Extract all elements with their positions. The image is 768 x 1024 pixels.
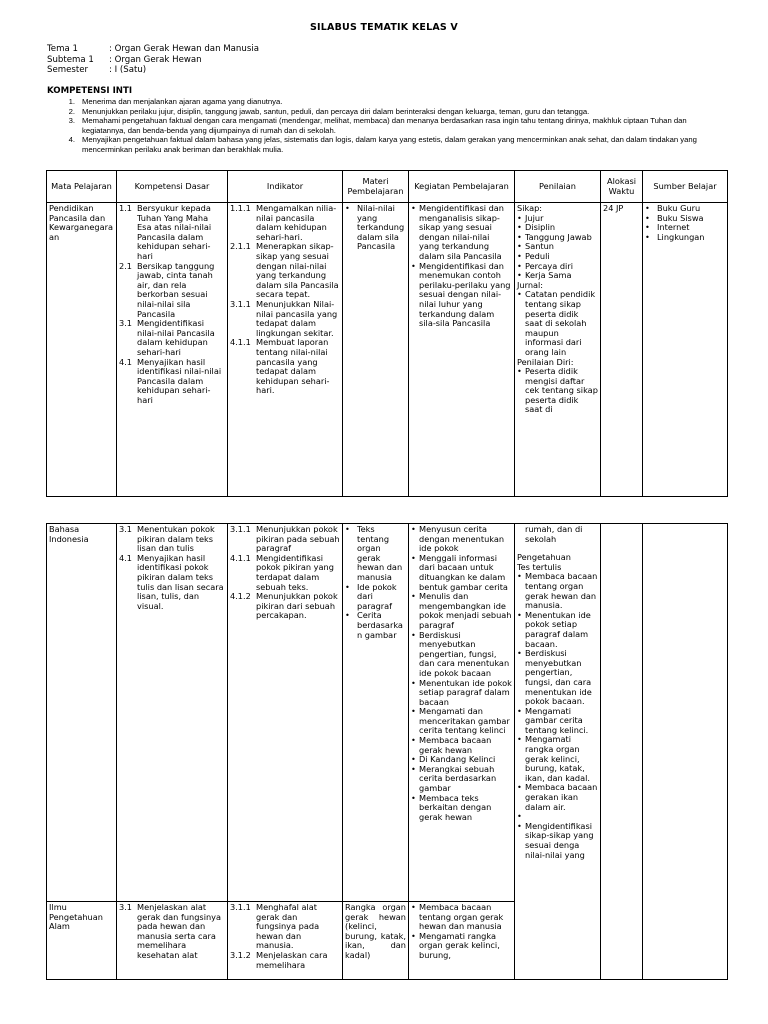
cell-indikator bbox=[228, 524, 343, 902]
jurnal-item: • Catatan pendidik tentang sikap peserta didik saat di sekolah maupun informasi dari orang lain bbox=[517, 290, 598, 357]
kegiatan-item: • Membaca bacaan tentang organ gerak hewan dan manusia bbox=[411, 903, 512, 932]
kegiatan-item: • Mengamati dan menceritakan gambar cerita tentang kelinci bbox=[411, 707, 512, 736]
indikator-text: Menunjukkan Nilai-nilai pancasila yang tedapat dalam lingkungan sekitar. bbox=[256, 298, 338, 338]
penilaian-item: • Mengidentifikasi sikap-sikap yang sesuai denga nilai-nilai yang bbox=[517, 822, 598, 860]
kd-item bbox=[119, 262, 225, 320]
kd-text: Menyajikan hasil identifikasi nilai-nilai Pancasila dalam kehidupan sehari-hari bbox=[137, 356, 222, 405]
kd-code: 2.1 bbox=[119, 260, 133, 271]
sumber-item: • Lingkungan bbox=[645, 233, 725, 243]
kd-text: Bersyukur kepada Tuhan Yang Maha Esa atas nilai-nilai Pancasila dalam kehidupan sehari-hari bbox=[137, 203, 212, 261]
penilaian-item: • Mengamati rangka organ gerak kelinci, burung, katak, ikan, dan kadal. bbox=[517, 735, 598, 783]
indikator-item bbox=[230, 525, 340, 554]
table-row-ppkn bbox=[47, 203, 728, 497]
indikator-text: Menerapkan sikap-sikap yang sesuai dengan nilai-nilai yang terkandung dalam sila Pancasila secara tepat. bbox=[256, 241, 339, 300]
indikator-code: 3.1.2 bbox=[230, 949, 251, 960]
penilaian-jurnal-label: Jurnal: bbox=[517, 279, 544, 290]
materi-item: • Ide pokok dari paragraf bbox=[345, 583, 406, 612]
penilaian-sikap-label: Sikap: bbox=[517, 203, 543, 213]
penilaian-pengetahuan-list bbox=[517, 572, 598, 860]
kompetensi-inti-list bbox=[47, 97, 727, 155]
kegiatan-item: • Mengamati rangka organ gerak kelinci, burung, bbox=[411, 932, 512, 961]
penilaian-pengetahuan-label: Pengetahuan bbox=[517, 552, 571, 563]
penilaian-diri-label: Penilaian Diri: bbox=[517, 356, 574, 367]
kd-item bbox=[119, 554, 225, 612]
syllabus-table-page1 bbox=[46, 170, 728, 497]
cell-penilaian bbox=[515, 524, 601, 980]
cell-kd bbox=[117, 203, 228, 497]
header-penilaian: Penilaian bbox=[515, 171, 601, 203]
indikator-code: 3.1.1 bbox=[230, 524, 251, 534]
ki-item bbox=[47, 97, 727, 107]
ki-item bbox=[47, 135, 727, 154]
indikator-code: 4.1.2 bbox=[230, 591, 251, 602]
sikap-item: • Tanggung Jawab bbox=[517, 233, 598, 243]
kd-text: Mengidentifikasi nilai-nilai Pancasila dalam kehidupan sehari-hari bbox=[137, 318, 215, 357]
syllabus-table-page2 bbox=[46, 523, 728, 980]
kd-text: Bersikap tanggung jawab, cinta tanah air, dan rela berkorban sesuai nilai-nilai sila Pancasila bbox=[137, 260, 215, 319]
sikap-item: • Peduli bbox=[517, 252, 598, 262]
indikator-text: Membuat laporan tentang nilai-nilai pancasila yang tedapat dalam kehidupan sehari-hari. bbox=[256, 337, 330, 396]
ki-text: Menunjukkan perilaku jujur, disiplin, tanggung jawab, santun, peduli, dan percaya diri dalam berinteraksi dengan keluarga, teman, guru dan tetangga. bbox=[82, 106, 590, 116]
ki-number: 1. bbox=[68, 97, 75, 106]
meta-row-semester bbox=[47, 65, 259, 76]
kd-text: Menjelaskan alat gerak dan fungsinya pada hewan dan manusia serta cara memelihara kesehatan alat bbox=[137, 902, 222, 960]
penilaian-sikap-list bbox=[517, 214, 598, 281]
cell-kegiatan bbox=[409, 524, 515, 902]
cell-alokasi bbox=[601, 524, 643, 980]
document-meta bbox=[47, 44, 259, 76]
kegiatan-item: • Membaca bacaan gerak hewan bbox=[411, 736, 512, 755]
cell-materi bbox=[343, 524, 409, 902]
kegiatan-item: • Menggali informasi dari bacaan untuk dituangkan ke dalam bentuk gambar cerita bbox=[411, 554, 512, 592]
indikator-item bbox=[230, 338, 340, 396]
page-title: SILABUS TEMATIK KELAS V bbox=[310, 22, 458, 33]
header-sumber: Sumber Belajar bbox=[643, 171, 728, 203]
ki-text: Menerima dan menjalankan ajaran agama yang dianutnya. bbox=[82, 97, 283, 106]
meta-value: : Organ Gerak Hewan bbox=[109, 54, 202, 65]
cell-subject: Ilmu Pengetahuan Alam bbox=[47, 902, 117, 980]
indikator-item bbox=[230, 242, 340, 300]
materi-list bbox=[345, 525, 406, 640]
indikator-code: 3.1.1 bbox=[230, 902, 251, 912]
penilaian-item: • Menentukan ide pokok setiap paragraf dalam bacaan. bbox=[517, 611, 598, 649]
kd-code: 4.1 bbox=[119, 356, 133, 367]
sumber-item: • Buku Guru bbox=[645, 204, 725, 214]
meta-key: Subtema 1 bbox=[47, 54, 94, 65]
sikap-item: • Percaya diri bbox=[517, 262, 598, 272]
meta-key: Tema 1 bbox=[47, 44, 78, 54]
kegiatan-item: • Menentukan ide pokok setiap paragraf dalam bacaan bbox=[411, 679, 512, 708]
ki-number: 3. bbox=[68, 116, 75, 126]
kd-code: 1.1 bbox=[119, 203, 133, 213]
kd-item bbox=[119, 204, 225, 262]
kd-item bbox=[119, 319, 225, 357]
cell-materi bbox=[343, 203, 409, 497]
cell-kd bbox=[117, 524, 228, 902]
meta-value: : Organ Gerak Hewan dan Manusia bbox=[109, 44, 259, 54]
ki-item bbox=[47, 116, 727, 135]
cell-alokasi: 24 JP bbox=[601, 203, 643, 497]
indikator-item bbox=[230, 951, 340, 970]
kompetensi-inti-heading: KOMPETENSI INTI bbox=[47, 86, 133, 96]
kegiatan-item: • Di Kandang Kelinci bbox=[411, 755, 512, 765]
indikator-item bbox=[230, 903, 340, 951]
indikator-text: Menghafal alat gerak dan fungsinya pada hewan dan manusia. bbox=[256, 902, 320, 951]
sumber-item: • Internet bbox=[645, 223, 725, 233]
kegiatan-list bbox=[411, 903, 512, 961]
indikator-item bbox=[230, 204, 340, 242]
meta-row-subtema bbox=[47, 55, 259, 66]
penilaian-item: • Membaca bacaan tentang organ gerak hewan dan manusia. bbox=[517, 572, 598, 610]
header-kompetensi-dasar: Kompetensi Dasar bbox=[117, 171, 228, 203]
cell-kd bbox=[117, 902, 228, 980]
penilaian-diri-list bbox=[517, 367, 598, 415]
header-alokasi: Alokasi Waktu bbox=[601, 171, 643, 203]
meta-key: Semester bbox=[47, 65, 89, 76]
cell-subject: Pendidikan Pancasila dan Kewarganegaraan bbox=[47, 203, 117, 497]
cell-sumber bbox=[643, 524, 728, 980]
kd-item bbox=[119, 525, 225, 554]
materi-item: • Cerita berdasarkan gambar bbox=[345, 611, 406, 640]
cell-indikator bbox=[228, 203, 343, 497]
penilaian-continued-text: rumah, dan di sekolah bbox=[525, 524, 583, 544]
cell-subject: Bahasa Indonesia bbox=[47, 524, 117, 902]
kegiatan-item: • Mengidentifikasi dan menemukan contoh perilaku-perilaku yang sesuai dengan nilai-nilai luhur yang terkandung dalam sila-sila Pancasila bbox=[411, 262, 512, 329]
ki-number: 4. bbox=[68, 135, 75, 145]
penilaian-tes-label: Tes tertulis bbox=[517, 561, 562, 572]
sikap-item: • Kerja Sama bbox=[517, 271, 598, 281]
indikator-text: Menjelaskan cara memelihara bbox=[256, 949, 328, 970]
kd-item bbox=[119, 903, 225, 961]
indikator-code: 4.1.1 bbox=[230, 552, 251, 563]
kegiatan-item: • Merangkai sebuah cerita berdasarkan gambar bbox=[411, 765, 512, 794]
kegiatan-item: • Berdiskusi menyebutkan pengertian, fungsi, dan cara menentukan ide pokok bacaan bbox=[411, 631, 512, 679]
diri-item: • Peserta didik mengisi daftar cek tentang sikap peserta didik saat di bbox=[517, 367, 598, 415]
kegiatan-item: • Mengidentifikasi dan menganalisis sikap-sikap yang sesuai dengan nilai-nilai yang terkandung dalam sila Pancasila bbox=[411, 204, 512, 262]
table-header-row bbox=[47, 171, 728, 203]
materi-list bbox=[345, 204, 406, 252]
kd-item bbox=[119, 358, 225, 406]
indikator-item bbox=[230, 300, 340, 338]
indikator-code: 4.1.1 bbox=[230, 337, 251, 348]
kd-code: 4.1 bbox=[119, 552, 133, 563]
sumber-list bbox=[645, 204, 725, 242]
cell-sumber bbox=[643, 203, 728, 497]
cell-indikator bbox=[228, 902, 343, 980]
indikator-code: 1.1.1 bbox=[230, 203, 251, 213]
header-materi: Materi Pembelajaran bbox=[343, 171, 409, 203]
ki-item bbox=[47, 107, 727, 117]
meta-row-tema bbox=[47, 44, 259, 55]
kd-text: Menentukan pokok pikiran dalam teks lisan dan tulis bbox=[137, 524, 215, 554]
kegiatan-item: • Menyusun cerita dengan menentukan ide pokok bbox=[411, 525, 512, 554]
kegiatan-item: • Membaca teks berkaitan dengan gerak hewan bbox=[411, 794, 512, 823]
sumber-item: • Buku Siswa bbox=[645, 214, 725, 224]
kegiatan-list bbox=[411, 204, 512, 329]
ki-text: Memahami pengetahuan faktual dengan cara mengamati (mendengar, melihat, membaca) dan menanya berdasarkan rasa ingin tahu tentang dirinya, makhluk ciptaan Tuhan dan kegiatannya, dan benda-benda yang dijumpainya di rumah dan di sekolah. bbox=[82, 116, 687, 135]
penilaian-jurnal-list bbox=[517, 290, 598, 357]
materi-item: • Teks tentang organ gerak hewan dan manusia bbox=[345, 525, 406, 583]
indikator-text: Menunjukkan pokok pikiran dari sebuah percakapan. bbox=[256, 591, 338, 621]
sikap-item: • Jujur bbox=[517, 214, 598, 224]
cell-penilaian bbox=[515, 203, 601, 497]
kegiatan-item: • Menulis dan mengembangkan ide pokok menjadi sebuah paragraf bbox=[411, 592, 512, 630]
kd-code: 3.1 bbox=[119, 902, 133, 912]
indikator-item bbox=[230, 554, 340, 592]
sikap-item: • Disiplin bbox=[517, 223, 598, 233]
ki-number: 2. bbox=[68, 106, 75, 116]
header-mata-pelajaran: Mata Pelajaran bbox=[47, 171, 117, 203]
indikator-item bbox=[230, 592, 340, 621]
penilaian-item: • Mengamati gambar cerita tentang kelinci. bbox=[517, 707, 598, 736]
header-kegiatan: Kegiatan Pembelajaran bbox=[409, 171, 515, 203]
cell-kegiatan bbox=[409, 902, 515, 980]
header-indikator: Indikator bbox=[228, 171, 343, 203]
cell-kegiatan bbox=[409, 203, 515, 497]
ki-text: Menyajikan pengetahuan faktual dalam bahasa yang jelas, sistematis dan logis, dalam karya yang estetis, dalam gerakan yang mencerminkan anak sehat, dan dalam tindakan yang mencerminkan perilaku anak beriman dan berakhlak mulia. bbox=[82, 135, 697, 154]
indikator-text: Menunjukkan pokok pikiran pada sebuah paragraf bbox=[256, 524, 340, 554]
cell-materi: Rangka organ gerak hewan (kelinci, burung, katak, ikan, dan kadal) bbox=[343, 902, 409, 980]
indikator-text: Mengidentifikasi pokok pikiran yang terdapat dalam sebuah teks. bbox=[256, 552, 334, 592]
indikator-code: 2.1.1 bbox=[230, 241, 251, 252]
penilaian-item: • Berdiskusi menyebutkan pengertian, fungsi, dan cara menentukan ide pokok bacaan. bbox=[517, 649, 598, 707]
indikator-code: 3.1.1 bbox=[230, 298, 251, 309]
penilaian-item: • Membaca bacaan gerakan ikan dalam air. bbox=[517, 783, 598, 812]
table-row-bahasa-indonesia bbox=[47, 524, 728, 902]
sikap-item: • Santun bbox=[517, 242, 598, 252]
kd-code: 3.1 bbox=[119, 318, 133, 329]
kegiatan-list bbox=[411, 525, 512, 822]
meta-value: : I (Satu) bbox=[109, 65, 147, 76]
indikator-text: Mengamalkan nilia-nilai pancasila dalam kehidupan sehari-hari. bbox=[256, 203, 337, 242]
materi-item: • Nilai-nilai yang terkandung dalam sila Pancasila bbox=[345, 204, 406, 252]
kd-code: 3.1 bbox=[119, 524, 133, 534]
kd-text: Menyajikan hasil identifikasi pokok pikiran dalam teks tulis dan lisan secara lisan, tulis, dan visual. bbox=[137, 552, 224, 611]
